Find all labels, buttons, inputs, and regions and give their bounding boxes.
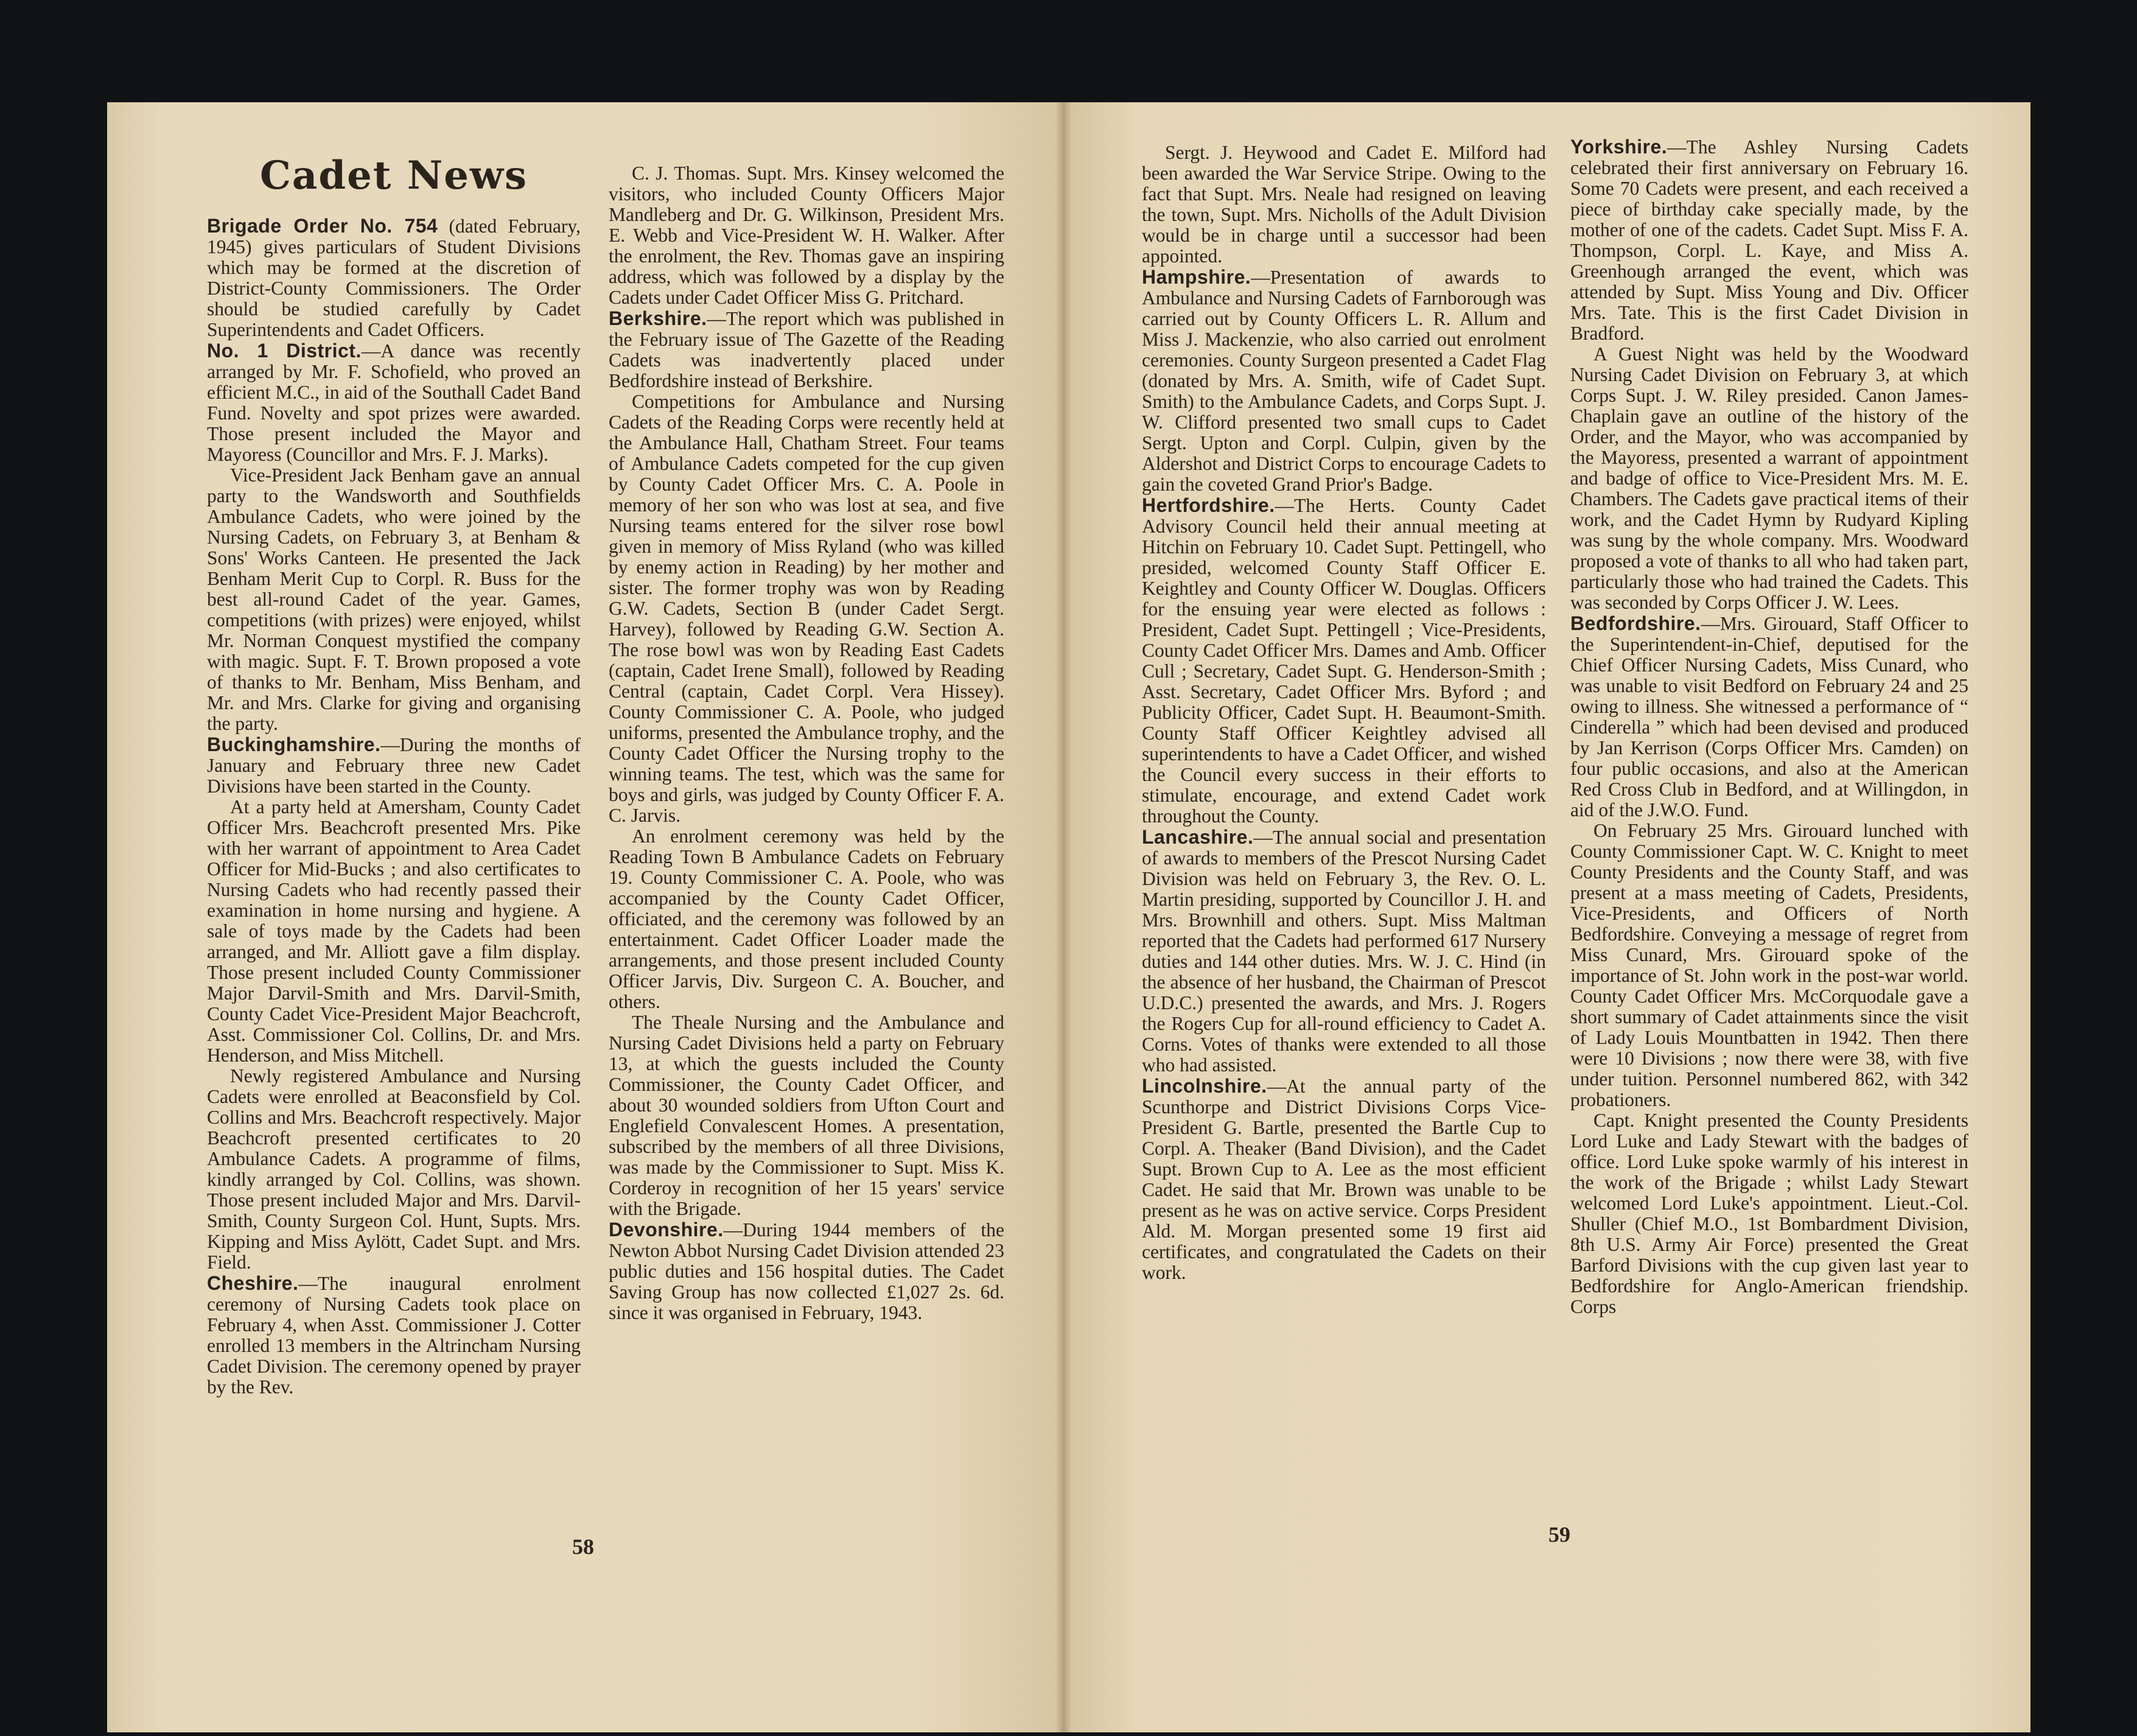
column-1-body (207, 215, 581, 1398)
section-heading: No. 1 District. (207, 340, 362, 362)
column-3 (1142, 142, 1546, 1567)
article-paragraph (207, 1273, 581, 1398)
section-heading: Hampshire. (1142, 266, 1251, 288)
article-paragraph (1570, 613, 1968, 821)
section-heading: Lancashire. (1142, 826, 1254, 848)
paragraph-text: Newly registered Ambulance and Nursing Cadets were enrolled at Beaconsfield by Col. Collins and Mrs. Beachcroft respectively. Major Beachcroft presented certificates to 20 Ambulance Cadets. A programme of films, kindly arranged by Col. Collins, was shown. Those present included Major and Mrs. Darvil-Smith, County Surgeon Col. Hunt, Supts. Mrs. Kipping and Miss Aylött, Cadet Supt. and Mrs. Field. (207, 1065, 581, 1273)
paragraph-text: —The annual social and presentation of awards to members of the Prescot Nursing Cadet Division was held on February 3, the Rev. O. L. Martin presiding, supported by Councillor J. H. and Mrs. Brownhill and others. Supt. Miss Maltman reported that the Cadets had performed 617 Nursery duties and 144 other duties. Mrs. W. J. C. Hind (in the absence of her husband, the Chairman of Prescot U.D.C.) presented the awards, and Mrs. J. Rogers the Rogers Cup for all-round efficiency to Cadet A. Corns. Votes of thanks were extended to all those who had assisted. (1142, 827, 1546, 1076)
column-1 (207, 139, 581, 1563)
article-paragraph (609, 163, 1004, 308)
paragraph-text: —The inaugural enrolment ceremony of Nursing Cadets took place on February 4, when Asst. Commissioner J. Cotter enrolled 13 members in the Altrincham Nursing Cadet Division. The ceremony opened by prayer by the Rev. (207, 1273, 581, 1398)
book-gutter (1055, 102, 1071, 1732)
section-heading: Cheshire. (207, 1272, 299, 1294)
column-4 (1570, 136, 1968, 1561)
paragraph-text: On February 25 Mrs. Girouard lunched with County Commissioner Capt. W. C. Knight to meet County Presidents and the County Staff, and was present at a mass meeting of Cadets, Presidents, Vice-Presidents, and Officers of North Bedfordshire. Conveying a message of regret from Miss Cunard, Mrs. Girouard spoke of the importance of St. John work in the post-war world. County Cadet Officer Mrs. McCorquodale gave a short summary of Cadet attainments since the visit of Lady Louis Mountbatten in 1942. Then there were 10 Divisions ; now there were 38, with five under tuition. Personnel numbered 862, with 342 probationers. (1570, 820, 1968, 1110)
section-heading: Yorkshire. (1570, 136, 1668, 158)
section-heading: Buckinghamshire. (207, 733, 381, 755)
article-paragraph (609, 826, 1004, 1012)
column-2-body (609, 163, 1004, 1323)
paragraph-text: —The Herts. County Cadet Advisory Council held their annual meeting at Hitchin on February 10. Cadet Supt. Pettingell, who presided, welcomed County Staff Officer E. Keightley and County Officer W. Douglas. Officers for the ensuing year were elected as follows : President, Cadet Supt. Pettingell ; Vice-Presidents, County Cadet Officer Mrs. Dames and Amb. Officer Cull ; Secretary, Cadet Supt. G. Henderson-Smith ; Asst. Secretary, Cadet Officer Mrs. Byford ; and Publicity Officer, Cadet Supt. H. Beaumont-Smith. County Staff Officer Keightley advised all superintendents to have a Cadet Officer, and wished the Council every success in their efforts to stimulate, encourage, and extend Cadet work throughout the County. (1142, 495, 1546, 827)
column-2 (609, 163, 1004, 1587)
paragraph-text: Sergt. J. Heywood and Cadet E. Milford had been awarded the War Service Stripe. Owing to the fact that Supt. Mrs. Neale had resigned on leaving the town, Supt. Mrs. Nicholls of the Adult Division would be in charge until a successor had been appointed. (1142, 142, 1546, 267)
paragraph-text: —A dance was recently arranged by Mr. F. Schofield, who proved an efficient M.C., in aid of the Southall Cadet Band Fund. Novelty and spot prizes were awarded. Those present included the Mayor and Mayoress (Councillor and Mrs. F. J. Marks). (207, 340, 581, 465)
article-paragraph (1570, 136, 1968, 344)
paragraph-text: Competitions for Ambulance and Nursing Cadets of the Reading Corps were recently held at the Ambulance Hall, Chatham Street. Four teams of Ambulance Cadets competed for the cup given by County Cadet Officer Mrs. C. A. Poole in memory of her son who was lost at sea, and five Nursing teams entered for the silver rose bowl given in memory of Miss Ryland (who was killed by enemy action in Reading) by her mother and sister. The former trophy was won by Reading G.W. Cadets, Section B (under Cadet Sergt. Harvey), followed by Reading G.W. Section A. The rose bowl was won by Reading East Cadets (captain, Cadet Irene Small), followed by Reading Central (captain, Cadet Corpl. Vera Hissey). County Commissioner C. A. Poole, who judged uniforms, presented the Ambulance trophy, and the County Cadet Officer the Nursing trophy to the winning teams. The test, which was the same for boys and girls, was judged by County Officer F. A. C. Jarvis. (609, 391, 1004, 826)
article-paragraph (1142, 142, 1546, 267)
article-paragraph (1570, 1110, 1968, 1317)
article-paragraph (1570, 344, 1968, 613)
paragraph-text: —The report which was published in the February issue of The Gazette of the Reading Cadets was inadvertently placed under Bedfordshire instead of Berkshire. (609, 308, 1004, 391)
article-paragraph (1142, 1076, 1546, 1283)
paragraph-text: An enrolment ceremony was held by the Reading Town B Ambulance Cadets on February 19. County Commissioner C. A. Poole, who was accompanied by the County Cadet Officer, officiated, and the ceremony was followed by an entertainment. Cadet Officer Loader made the arrangements, and those present included County Officer Jarvis, Div. Surgeon C. A. Boucher, and others. (609, 825, 1004, 1012)
article-paragraph (207, 1066, 581, 1273)
section-heading: Brigade Order No. 754 (207, 215, 438, 237)
article-paragraph (1570, 821, 1968, 1110)
section-heading: Bedfordshire. (1570, 612, 1701, 634)
section-heading: Berkshire. (609, 307, 707, 329)
paragraph-text: C. J. Thomas. Supt. Mrs. Kinsey welcomed the visitors, who included County Officers Major Mandleberg and Dr. G. Wilkinson, President Mrs. E. Webb and Vice-President W. H. Walker. After the enrolment, the Rev. Thomas gave an inspiring address, which was followed by a display by the Cadets under Cadet Officer Miss G. Pritchard. (609, 163, 1004, 308)
paragraph-text: (dated February, 1945) gives particulars of Student Divisions which may be formed at the discretion of District-County Commissioners. The Order should be studied carefully by Cadet Superintendents and Cadet Officers. (207, 215, 581, 340)
section-heading: Hertfordshire. (1142, 494, 1275, 516)
article-paragraph (1142, 267, 1546, 495)
paragraph-text: —At the annual party of the Scunthorpe and District Divisions Corps Vice-President G. Bartle, presented the Bartle Cup to Corpl. A. Theaker (Band Division), and the Cadet Supt. Brown Cup to A. Lee as the most efficient Cadet. He said that Mr. Brown was unable to be present as he was on active service. Corps President Ald. M. Morgan presented some 19 first aid certificates, and congratulated the Cadets on their work. (1142, 1076, 1546, 1283)
paragraph-text: Vice-President Jack Benham gave an annual party to the Wandsworth and Southfields Ambulance Cadets, who were joined by the Nursing Cadets, on February 3, at Benham & Sons' Works Canteen. He presented the Jack Benham Merit Cup to Corpl. R. Buss for the best all-round Cadet of the year. Games, competitions (with prizes) were enjoyed, whilst Mr. Norman Conquest mystified the company with magic. Supt. F. T. Brown proposed a vote of thanks to Mr. Benham, Miss Benham, and Mr. and Mrs. Clarke for giving and organising the party. (207, 464, 581, 734)
article-paragraph (1142, 827, 1546, 1076)
paragraph-text: The Theale Nursing and the Ambulance and Nursing Cadet Divisions held a party on February 13, at which the guests included the County Commissioner, the County Cadet Officer, and about 30 wounded soldiers from Ufton Court and Englefield Convalescent Homes. A presentation, subscribed by the members of all three Divisions, was made by the Commissioner to Supt. Miss K. Corderoy in recognition of her 15 years' service with the Brigade. (609, 1012, 1004, 1219)
article-paragraph (207, 215, 581, 340)
paragraph-text: At a party held at Amersham, County Cadet Officer Mrs. Beachcroft presented Mrs. Pike with her warrant of appointment to Area Cadet Officer for Mid-Bucks ; and also certificates to Nursing Cadets who had recently passed their examination in home nursing and hygiene. A sale of toys made by the Cadets had been arranged, and Mr. Alliott gave a film display. Those present included County Commissioner Major Darvil-Smith and Mrs. Darvil-Smith, County Cadet Vice-President Major Beachcroft, Asst. Commissioner Col. Collins, Dr. and Mrs. Henderson, and Miss Mitchell. (207, 796, 581, 1066)
section-heading: Devonshire. (609, 1219, 724, 1241)
article-paragraph (207, 797, 581, 1066)
article-paragraph (609, 1219, 1004, 1323)
article-paragraph (609, 308, 1004, 391)
column-4-body (1570, 136, 1968, 1317)
article-paragraph (609, 1012, 1004, 1219)
paragraph-text: —During the months of January and February three new Cadet Divisions have been started in the County. (207, 734, 581, 797)
article-paragraph (207, 465, 581, 734)
article-paragraph (609, 391, 1004, 826)
paragraph-text: —During 1944 members of the Newton Abbot Nursing Cadet Division attended 23 public duties and 156 hospital duties. The Cadet Saving Group has now collected £1,027 2s. 6d. since it was organised in February, 1943. (609, 1219, 1004, 1323)
article-paragraph (1142, 495, 1546, 827)
page-number-right: 59 (1548, 1522, 1570, 1547)
column-3-body (1142, 142, 1546, 1283)
article-paragraph (207, 734, 581, 797)
paragraph-text: —Presentation of awards to Ambulance and Nursing Cadets of Farnborough was carried out by County Officers L. R. Allum and Miss J. Mackenzie, who also carried out enrolment ceremonies. County Surgeon presented a Cadet Flag (donated by Mrs. A. Smith, wife of Cadet Supt. Smith) to the Ambulance Cadets, and Corps Supt. J. W. Clifford presented two small cups to Cadet Sergt. Upton and Corpl. Culpin, given by the Aldershot and District Corps to encourage Cadets to gain the coveted Grand Prior's Badge. (1142, 267, 1546, 495)
article-paragraph (207, 340, 581, 465)
paragraph-text: A Guest Night was held by the Woodward Nursing Cadet Division on February 3, at which Corps Supt. J. W. Riley presided. Canon James-Chaplain gave an outline of the history of the Order, and the Mayor, who was accompanied by the Mayoress, presented a warrant of appointment and badge of office to Vice-President Mrs. M. E. Chambers. The Cadets gave practical items of their work, and the Cadet Hymn by Rudyard Kipling was sung by the whole company. Mrs. Woodward proposed a vote of thanks to all who had taken part, particularly those who had trained the Cadets. This was seconded by Corps Officer J. W. Lees. (1570, 343, 1968, 613)
paragraph-text: Capt. Knight presented the County Presidents Lord Luke and Lady Stewart with the badges of office. Lord Luke spoke warmly of his interest in the work of the Brigade ; whilst Lady Stewart welcomed Lord Luke's appointment. Lieut.-Col. Shuller (Chief M.O., 1st Bombardment Division, 8th U.S. Army Air Force) presented the Great Barford Divisions with the cup given last year to Bedfordshire for Anglo-American friendship. Corps (1570, 1110, 1968, 1317)
paragraph-text: —Mrs. Girouard, Staff Officer to the Superintendent-in-Chief, deputised for the Chief Officer Nursing Cadets, Miss Cunard, who was unable to visit Bedford on February 24 and 25 owing to illness. She witnessed a performance of “ Cinderella ” which had been devised and produced by Jan Kerrison (Corps Officer Mrs. Camden) on four public occasions, and also at the American Red Cross Club in Bedford, and at Willingdon, in aid of the J.W.O. Fund. (1570, 613, 1968, 821)
page-number-left: 58 (572, 1535, 594, 1559)
masthead-title: Cadet News (259, 153, 528, 198)
section-heading: Lincolnshire. (1142, 1075, 1267, 1097)
paragraph-text: —The Ashley Nursing Cadets celebrated their first anniversary on February 16. Some 70 Cadets were present, and each received a piece of birthday cake specially made, by the mother of one of the cadets. Cadet Supt. Miss F. A. Thompson, Corpl. L. Kaye, and Miss A. Greenhough arranged the event, which was attended by Supt. Miss Young and Div. Officer Mrs. Tate. This is the first Cadet Division in Bradford. (1570, 136, 1968, 344)
